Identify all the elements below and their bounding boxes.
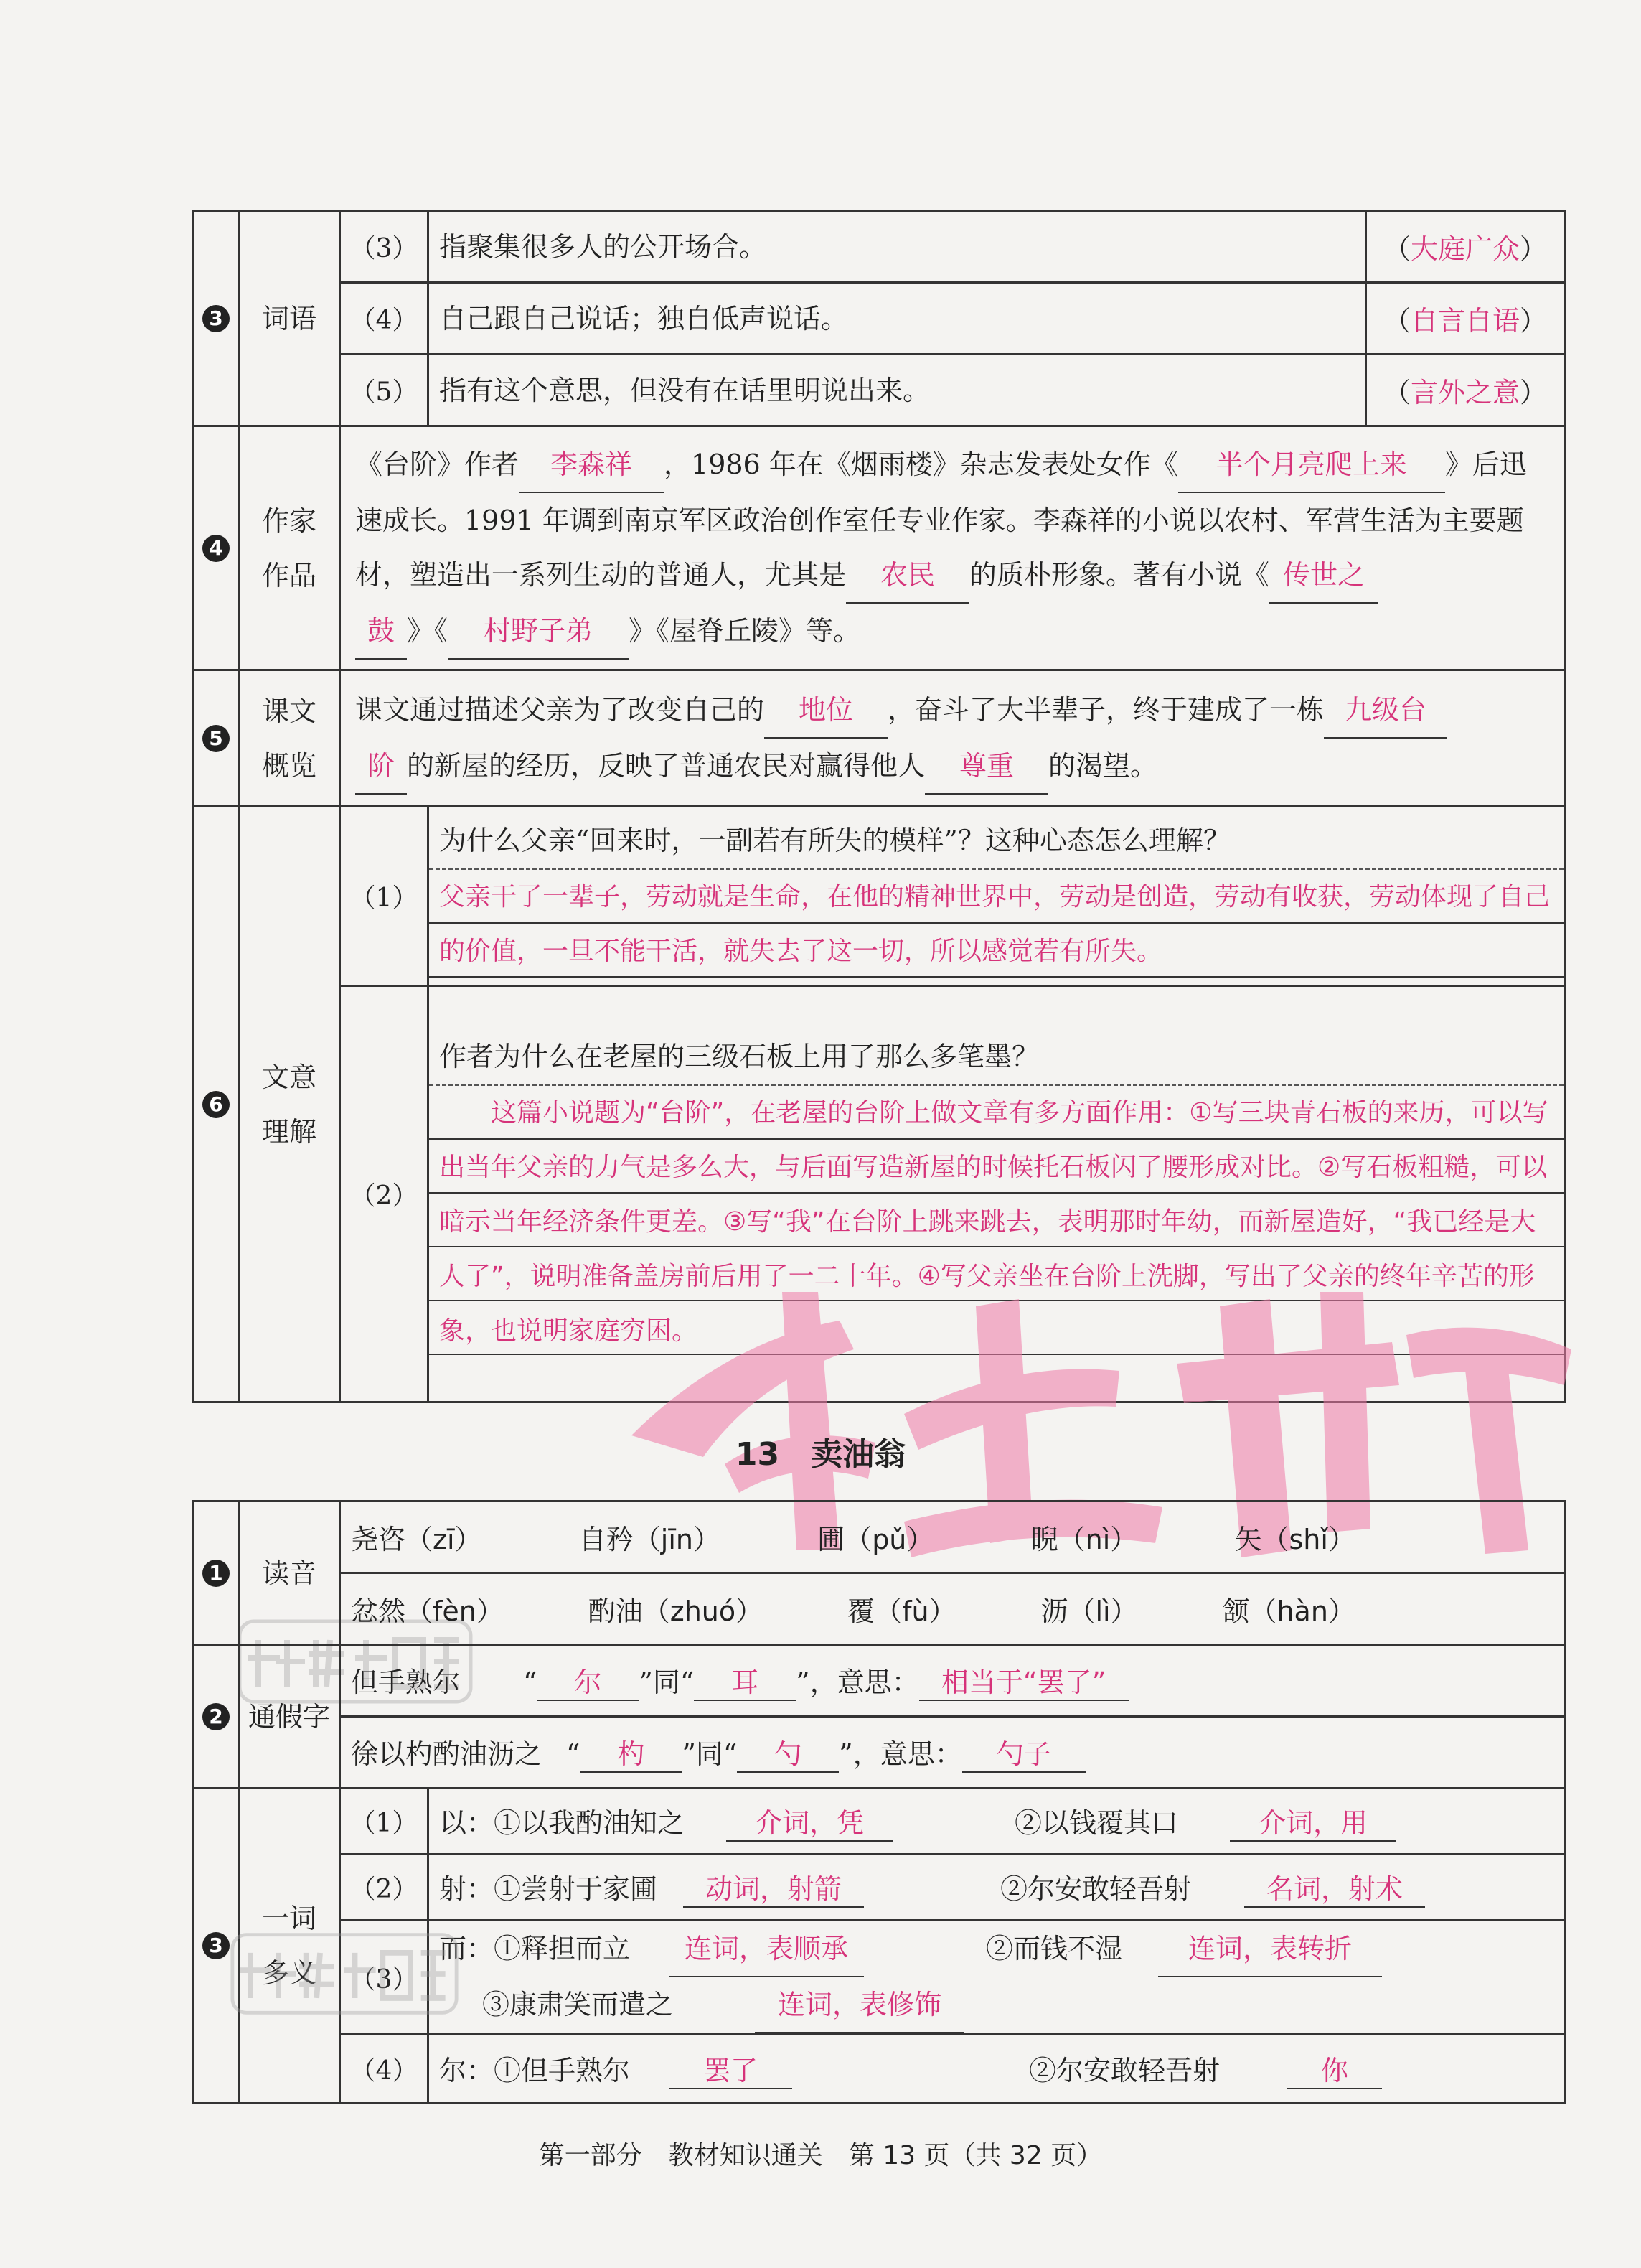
blank-author: 李森祥: [519, 437, 664, 493]
blank-novel-2: 村野子弟: [448, 604, 629, 660]
item-index: （1）: [340, 1789, 428, 1855]
section-number: 6: [194, 807, 239, 1402]
section-number: 2: [194, 1645, 239, 1789]
section-label: 读音: [239, 1501, 340, 1645]
pinyin-item: 矢（shǐ）: [1234, 1524, 1355, 1555]
overview-paragraph: 课文通过描述父亲为了改变自己的 地位 ，奋斗了大半辈子，终于建成了一栋 九级台 阶 的新屋的经历，反映了普通农民对赢得他人 尊重 的渴望。: [340, 670, 1565, 807]
answer-word: 言外之意: [1410, 377, 1520, 408]
section-label: 文意理解: [239, 807, 340, 1402]
blank-debut-work: 半个月亮爬上来: [1178, 437, 1445, 493]
duoyi-row: 射：①尝射于家圃 动词，射箭 ②尔安敢轻吾射 名词，射术: [428, 1855, 1565, 1921]
section-label: 词语: [239, 211, 340, 426]
section-number: 1: [194, 1501, 239, 1645]
reading-row-1: [340, 1501, 1565, 1573]
item-index: （2）: [340, 1855, 428, 1921]
upper-table: [192, 210, 1566, 1403]
blank-steps-a: 九级台: [1324, 683, 1447, 739]
pinyin-item: 覆（fù）: [847, 1595, 956, 1627]
pinyin-item: 颔（hàn）: [1222, 1595, 1355, 1627]
answer-text: 父亲干了一辈子，劳动就是生命，在他的精神世界中，劳动是创造，劳动有收获，劳动体现了自己的价值，一旦不能干活，就失去了这一切，所以感觉若有所失。: [429, 870, 1564, 979]
author-paragraph: 《台阶》作者 李森祥 ，1986 年在《烟雨楼》杂志发表处女作《 半个月亮爬上来 》后迅速成长。1991 年调到南京军区政治创作室任专业作家。李森祥的小说以农村、军营生活为主要题材，塑造出一系列生动的普通人，尤其是 农民 的质朴形象。著有小说《 传世之 鼓 》《 村野子弟 》《屋脊丘陵》等。: [340, 426, 1565, 670]
item-index: （3）: [340, 1921, 428, 2035]
tongjia-row-2: 徐以杓酌油沥之 “ 杓 ”同“ 勺 ”，意思： 勺子: [340, 1717, 1565, 1789]
blank-character: 农民: [846, 548, 969, 604]
reading-row-2: [340, 1573, 1565, 1645]
duoyi-row: 以：①以我酌油知之 介词，凭 ②以钱覆其口 介词，用: [428, 1789, 1565, 1855]
pinyin-item: 酌油（zhuó）: [588, 1595, 763, 1627]
section-number: 4: [194, 426, 239, 670]
pinyin-item: 忿然（fèn）: [351, 1595, 504, 1627]
question-text: 为什么父亲“回来时，一副若有所失的模样”？这种心态怎么理解？: [429, 813, 1564, 870]
item-index: （5）: [340, 355, 428, 426]
blank-respect: 尊重: [925, 739, 1048, 795]
pinyin-item: 自矜（jīn）: [578, 1524, 720, 1555]
answer-word: 自言自语: [1410, 305, 1520, 337]
item-index: （4）: [340, 283, 428, 355]
item-index: （1）: [340, 807, 428, 986]
section-label: 通假字: [239, 1645, 340, 1789]
answer-cell: （自言自语）: [1366, 283, 1565, 355]
blank-novel-1a: 传世之: [1269, 548, 1378, 604]
duoyi-row: 尔：①但手熟尔 罢了 ②尔安敢轻吾射 你: [428, 2035, 1565, 2104]
item-index: （4）: [340, 2035, 428, 2104]
pinyin-item: 尧咨（zī）: [351, 1524, 482, 1555]
item-index: （3）: [340, 211, 428, 283]
answer-word: 大庭广众: [1410, 233, 1520, 265]
section-label: 课文概览: [239, 670, 340, 807]
section-number: 3: [194, 1789, 239, 2104]
pinyin-item: 沥（lì）: [1040, 1595, 1138, 1627]
duoyi-row: 而：①释担而立 连词，表顺承 ②而钱不湿 连词，表转折 ③康肃笑而遣之 连词，表修饰: [428, 1921, 1565, 2035]
blank-status: 地位: [764, 683, 888, 739]
item-index: （2）: [340, 986, 428, 1402]
lesson-title: 13 卖油翁: [735, 1436, 906, 1473]
definition-text: 自己跟自己说话；独自低声说话。: [428, 283, 1366, 355]
blank-steps-b: 阶: [355, 739, 407, 795]
question-cell: [428, 807, 1565, 986]
answer-text: 这篇小说题为“台阶”，在老屋的台阶上做文章有多方面作用：①写三块青石板的来历，可以写出当年父亲的力气是多么大，与后面写造新屋的时候托石板闪了腰形成对比。②写石板粗糙，可以暗示当年经济条件更差。③写“我”在台阶上跳来跳去，表明那时年幼，而新屋造好，“我已经是大人了”，说明准备盖房前后用了一二十年。④写父亲坐在台阶上洗脚，写出了父亲的终年辛苦的形象，也说明家庭穷困。: [429, 1086, 1564, 1359]
pinyin-item: 圃（pǔ）: [817, 1524, 934, 1555]
page-footer: 第一部分 教材知识通关 第 13 页（共 32 页）: [538, 2141, 1103, 2170]
section-label: 一词多义: [239, 1789, 340, 2104]
section-number: 5: [194, 670, 239, 807]
blank-novel-1b: 鼓: [355, 604, 407, 660]
tongjia-row-1: 但手熟尔 “ 尔 ”同“ 耳 ”，意思： 相当于“罢了”: [340, 1645, 1565, 1717]
pinyin-item: 睨（nì）: [1030, 1524, 1138, 1555]
definition-text: 指有这个意思，但没有在话里明说出来。: [428, 355, 1366, 426]
question-text: 作者为什么在老屋的三级石板上用了那么多笔墨？: [429, 1029, 1564, 1086]
section-number: 3: [194, 211, 239, 426]
definition-text: 指聚集很多人的公开场合。: [428, 211, 1366, 283]
stamp-logo: [230, 1931, 459, 2017]
answer-cell: （大庭广众）: [1366, 211, 1565, 283]
section-label: 作家作品: [239, 426, 340, 670]
answer-cell: （言外之意）: [1366, 355, 1565, 426]
